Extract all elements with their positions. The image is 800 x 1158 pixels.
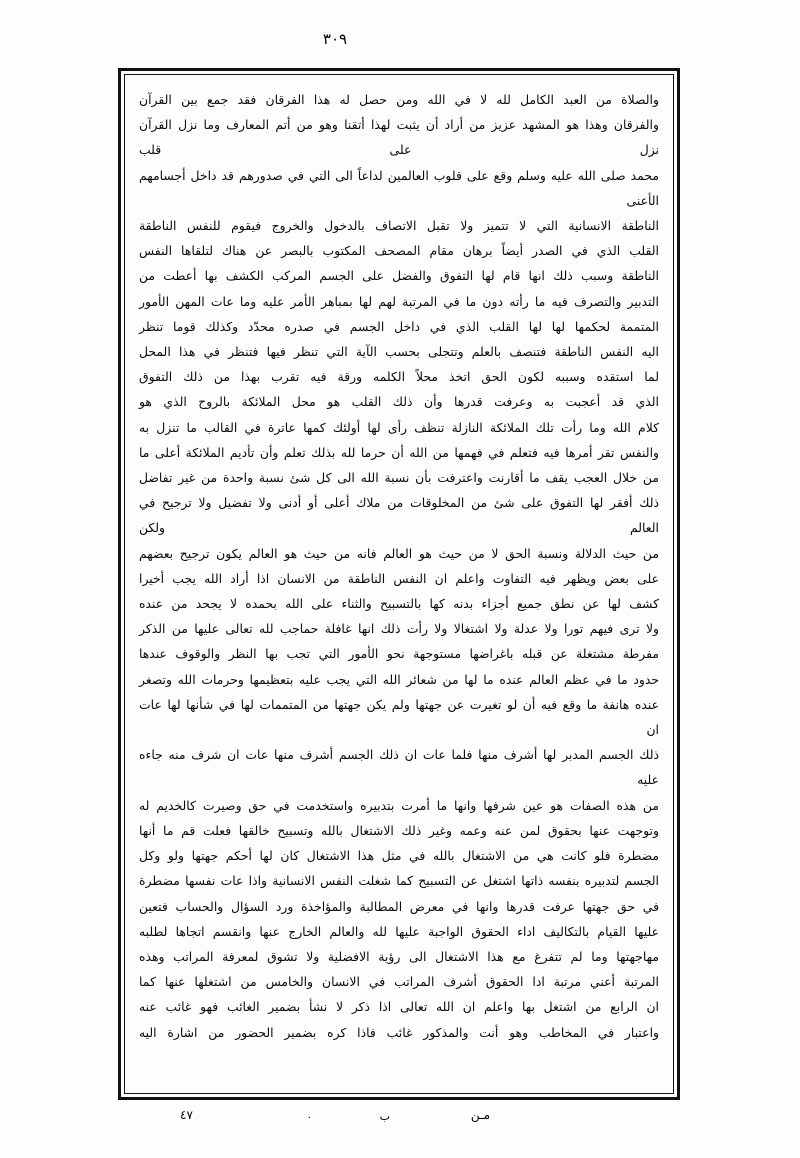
body-line: من هذه الصفات هو عين شرفها وانها ما أمرت بتدبيره واستخدمت في حق وصيرت كالخديم له: [139, 797, 659, 813]
text-frame-outer-border: [118, 68, 680, 1100]
body-line: كشف لها عن نطق جميع أجزاء بدنه كها بالتسبيح والثناء على الله بحمده لا يجحد من عنده: [139, 596, 659, 612]
body-line: من خلال العجب يقف ما أقارنت واعترفت بأن نسبة الله الى كل شئ نسبة واحدة من غير تفاضل: [139, 470, 659, 486]
catchword: مـن: [470, 1108, 490, 1122]
body-line: عنده هانفة ما وقع فيه أن لو تغيرت عن جهتها ولم يكن جهتها من المتممات لها في شأنها لها عات ان: [139, 696, 659, 738]
body-line: المرتبة أعني مرتبة ادا الحقوق أشرف المراتب في الانسان والخامس من اشتغلها عنها كما: [139, 974, 659, 990]
body-line: حدود ما في عظم العالم عنده ما لها من شعائر الله التي يجب عليه بتعظيمها وحرمات الله وتصغر: [139, 671, 659, 687]
body-line: والفرقان وهذا هو المشهد عزيز من أراد أن يثبت لهذا أتقنا وهو من أتم المعارف وما نزل القرآن نزل على قلب: [139, 117, 659, 158]
body-line: التدبير والتصرف فيه ما رأته دون ما في المرتبة لهم لها بمباهر الأمر عليه وما عات المهن الأمور: [139, 293, 659, 309]
body-line: ذلك الجسم المدبر لها أشرف منها فلما عات ان ذلك الجسم أشرف منها عات ان شرف منه جاءه عليه: [139, 747, 659, 788]
body-line: ولا ترى فيهم تورا ولا عدلة ولا اشتغالا ولا رأت ذلك انها غافلة حماجب لله تعالى عليها من الذكر: [139, 621, 659, 637]
body-line: الذي قد أعجبت به وعرفت قدرها وأن ذلك القلب هو محل الملائكة بالروح الذي هو: [139, 394, 659, 410]
body-line: والنفس تقر أمرها فيه فتعلم في فهمها من الله أن حرما لله بذلك تعلم وأن تأديم الملائكة أعلى ما: [139, 444, 659, 460]
body-line: مهاجهتها وما لم تتفرغ مع هذا الاشتغال الى رؤية الافضلية ولا تشوق لمعرفة المراتب وهذه: [139, 948, 659, 964]
body-line: ان الرابع من اشتغل بها واعلم ان الله تعالى اذا ذكر لا نشأ بضمير الغائب فهو غائب عنه: [139, 999, 659, 1015]
body-line: في حق جهتها عرفت قدرها وانها في معرض المطالبة والمؤاخذة ورد السؤال والحساب فتعين: [139, 898, 659, 914]
body-text-block: [139, 87, 659, 1045]
page-number-value: ٣٠٩: [322, 30, 348, 48]
body-line: على بعض ويظهر فيه التفاوت واعلم ان النفس الناطقة من الانسان اذا أراد الله يجب أخيرا: [139, 570, 659, 586]
body-line: القلب الذي في الصدر أيضاً برهان مقام المصحف المكتوب بالبصر عن هناك لتلقاها النفس: [139, 243, 659, 259]
page-footer: [118, 1108, 680, 1130]
body-line: والصلاة من العبد الكامل لله لا في الله ومن حصل له هذا الفرقان فقد جمع بين القرآن: [139, 92, 659, 107]
signature-letter: ب: [379, 1110, 390, 1123]
body-line: عليها القيام بالتكاليف اداء الحقوق الواجبة عليها لله والعالم الخارج عنها وانقسم اتجاها لطلبه: [139, 923, 659, 939]
body-line: الناطقة وسبب ذلك انها قام لها التفوق والفضل على الجسم المركب الكشف بها أعطت من: [139, 268, 659, 284]
body-line: واعتبار في المخاطب وهو أنت والمذكور غائب فاذا كره بضمير الحضور من اشارة اليه: [139, 1024, 659, 1040]
body-line: كلام الله وما رأت تلك الملائكة النازلة تنظف رأى لها أولئك كمها عاترة في القالب ما تنزل به: [139, 419, 659, 435]
body-line: وتوجهت عنها بحقوق لمن عنه وعمه وغير ذلك الاشتغال بالله وتسبيح خالقها فعلت قم ما أنها: [139, 822, 659, 838]
body-line: من حيث الدلالة ونسبة الحق لا من حيث هو العالم فانه من حيث هو العالم يكون ترجيح بعضهم: [139, 545, 659, 561]
body-line: مضطرة فلو كانت هي من الاشتغال بالله في مثل هذا الاشتغال كان لها أحكم جهتها ولو وكل: [139, 848, 659, 864]
signature-number: ٤٧: [180, 1108, 193, 1122]
text-frame-inner-border: [124, 74, 674, 1094]
page-number-top: [0, 30, 800, 48]
body-line: اليه النفس الناطقة فتنصف بالعلم وتتجلى بحسب الآية التي تنظر فيها فتنظر في هذا المحل: [139, 344, 659, 360]
body-line: المتممة لحكمها لها لها القلب الذي في داخل الجسم في صدره محدّد وكذلك قوما تنظر: [139, 318, 659, 334]
body-line: ذلك أفقر لها التفوق على شئ من المخلوقات من ملاك أعلى أو أدنى ولا تفضيل ولا ترجيح في العالم ولكن: [139, 495, 659, 536]
body-line: محمد صلى الله عليه وسلم وقع على قلوب العالمين لداعاً الى التي في صدورهم قد داخل أجسامهم الأعنى: [139, 167, 659, 208]
body-line: الناطقة الانسانية التي لا تتميز ولا تقبل الاتصاف بالدخول والخروج فيقوم للنفس الناطقة: [139, 218, 659, 234]
body-line: لما استقده وسببه لكون الحق اتخذ محلاً الكلمه ورقة فيه تقرب بهذا من ذلك التفوق: [139, 369, 659, 385]
body-line: مفرطة مشتغلة عن قبله باغراضها مستوجهة نحو الأمور التي تجب بها النظر والوقوف عندها: [139, 646, 659, 662]
body-line: الجسم لتدبيره بنفسه ذاتها اشتغل عن التسبيح كما شغلت النفس الانسانية واذا عات نفسها مضطرة: [139, 873, 659, 889]
signature-dot: ٠: [306, 1112, 312, 1123]
